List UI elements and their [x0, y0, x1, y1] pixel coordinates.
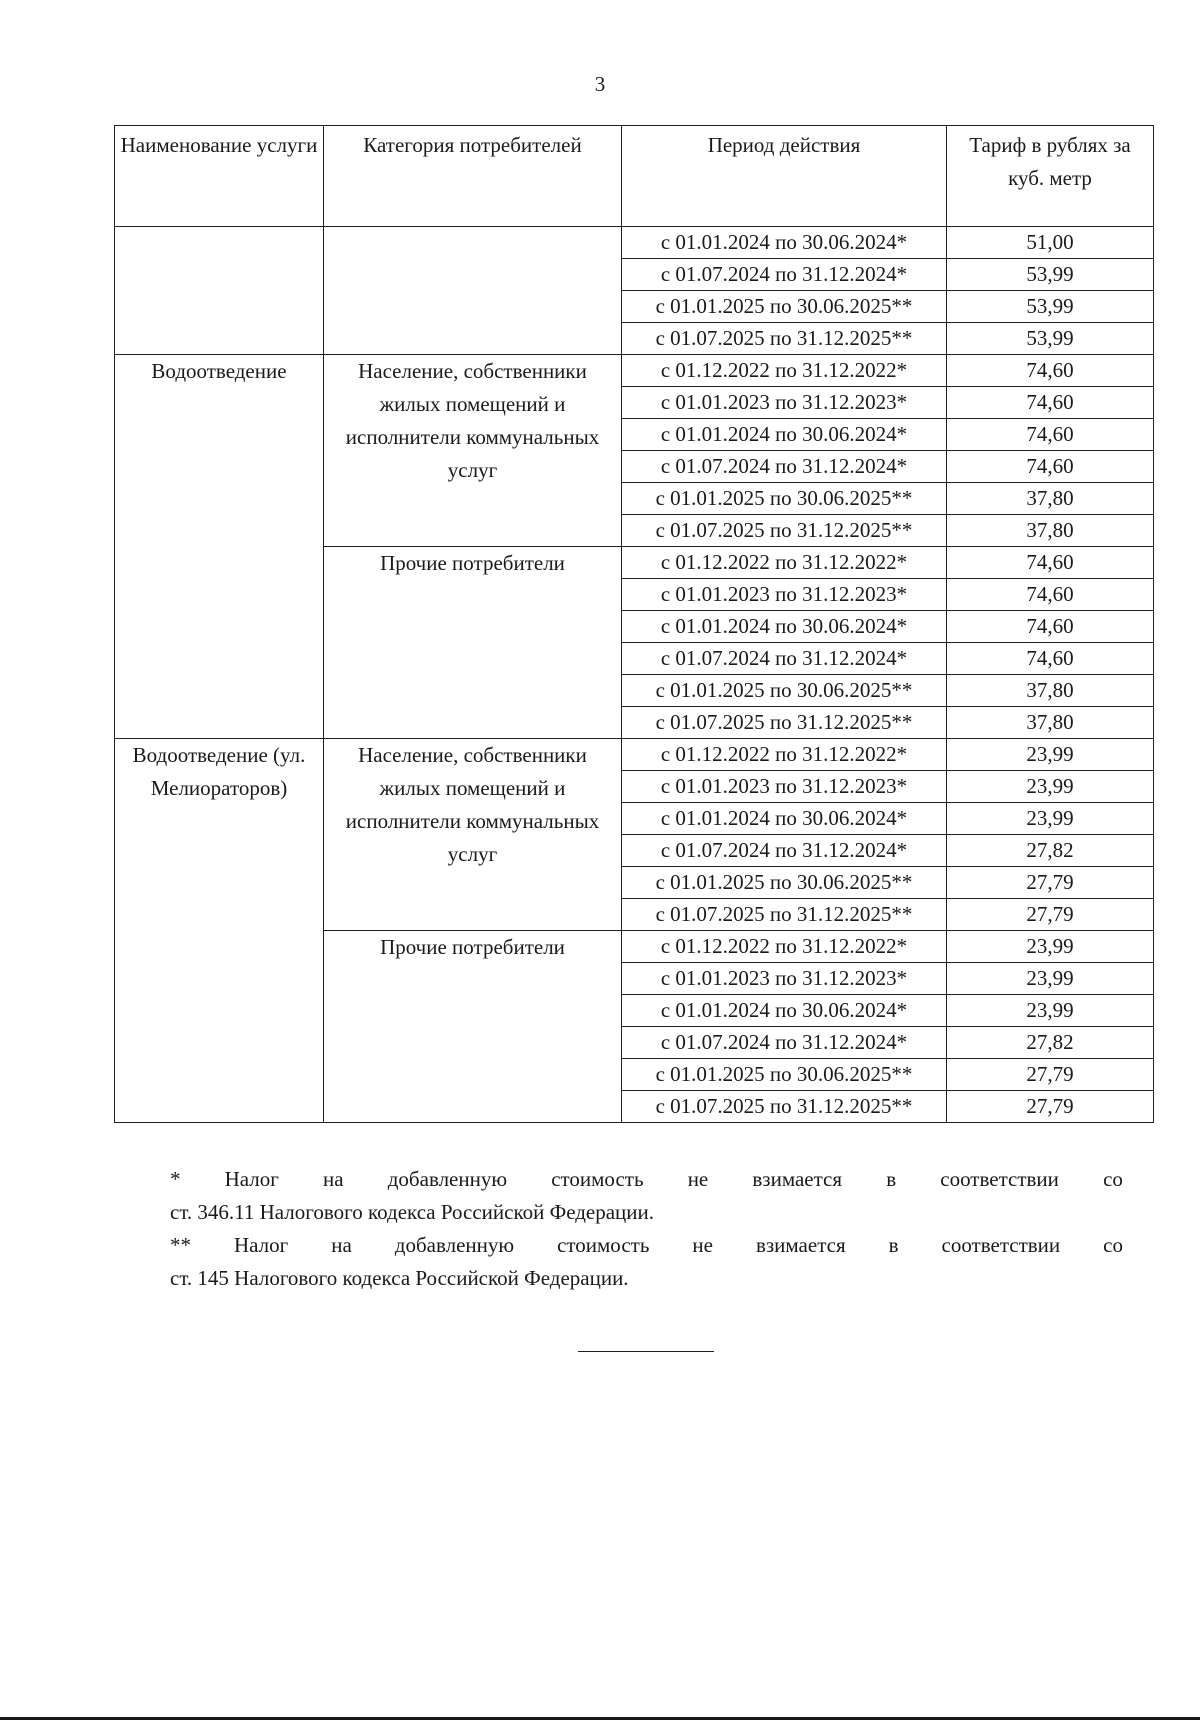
tariff-cell: 27,79	[947, 1059, 1154, 1091]
footnote-word: Налог	[224, 1167, 279, 1191]
header-period: Период действия	[622, 126, 947, 227]
header-category: Категория потребителей	[324, 126, 622, 227]
category-cell: Прочие потребители	[324, 547, 622, 739]
footnote-word: соответствии	[940, 1167, 1059, 1191]
page-number: 3	[594, 72, 606, 96]
tariff-cell: 74,60	[947, 355, 1154, 387]
category-cell: Прочие потребители	[324, 931, 622, 1123]
tariff-cell: 37,80	[947, 707, 1154, 739]
period-cell: с 01.12.2022 по 31.12.2022*	[622, 931, 947, 963]
period-cell: с 01.01.2023 по 31.12.2023*	[622, 579, 947, 611]
tariff-cell: 27,82	[947, 1027, 1154, 1059]
footnote-word: со	[1103, 1167, 1123, 1191]
tariff-cell: 23,99	[947, 803, 1154, 835]
tariff-cell: 51,00	[947, 227, 1154, 259]
bottom-edge-line	[0, 1717, 1200, 1720]
service-cell: Водоотведение (ул. Мелиораторов)	[115, 739, 324, 1123]
footnotes	[170, 1163, 1123, 1295]
end-separator-line	[578, 1351, 714, 1352]
header-tariff: Тариф в рублях за куб. метр	[947, 126, 1154, 227]
period-cell: с 01.01.2025 по 30.06.2025**	[622, 1059, 947, 1091]
header-service: Наименование услуги	[115, 126, 324, 227]
tariff-cell: 74,60	[947, 643, 1154, 675]
footnote-word: взимается	[752, 1167, 843, 1191]
footnote-word: Налог	[233, 1233, 289, 1257]
tariff-cell: 74,60	[947, 579, 1154, 611]
period-cell: с 01.01.2024 по 30.06.2024*	[622, 995, 947, 1027]
footnote-word: добавленную	[387, 1167, 508, 1191]
period-cell: с 01.12.2022 по 31.12.2022*	[622, 739, 947, 771]
footnote-2	[170, 1229, 1123, 1262]
period-cell: с 01.07.2025 по 31.12.2025**	[622, 1091, 947, 1123]
period-cell: с 01.07.2024 по 31.12.2024*	[622, 835, 947, 867]
tariff-cell: 53,99	[947, 259, 1154, 291]
footnote-marker: **	[170, 1233, 191, 1257]
table-row	[115, 355, 1154, 387]
period-cell: с 01.01.2023 по 31.12.2023*	[622, 963, 947, 995]
footnote-word: со	[1103, 1233, 1123, 1257]
footnote-word: в	[886, 1167, 897, 1191]
footnote-word: соответствии	[941, 1233, 1061, 1257]
category-cell-continued	[324, 227, 622, 355]
period-cell: с 01.01.2024 по 30.06.2024*	[622, 227, 947, 259]
footnote-1-continuation: ст. 346.11 Налогового кодекса Российской Федерации.	[170, 1200, 655, 1224]
period-cell: с 01.07.2025 по 31.12.2025**	[622, 899, 947, 931]
table-body	[115, 227, 1154, 1123]
footnote-word: на	[331, 1233, 352, 1257]
period-cell: с 01.07.2025 по 31.12.2025**	[622, 323, 947, 355]
footnote-word: не	[692, 1233, 713, 1257]
tariff-cell: 74,60	[947, 387, 1154, 419]
tariff-cell: 74,60	[947, 451, 1154, 483]
footnote-word: добавленную	[394, 1233, 515, 1257]
period-cell: с 01.07.2025 по 31.12.2025**	[622, 515, 947, 547]
period-cell: с 01.01.2025 по 30.06.2025**	[622, 483, 947, 515]
period-cell: с 01.07.2024 по 31.12.2024*	[622, 1027, 947, 1059]
footnote-2-continuation: ст. 145 Налогового кодекса Российской Федерации.	[170, 1266, 629, 1290]
tariff-cell: 53,99	[947, 323, 1154, 355]
footnote-marker: *	[170, 1167, 181, 1191]
tariff-cell: 23,99	[947, 931, 1154, 963]
tariff-cell: 74,60	[947, 419, 1154, 451]
period-cell: с 01.07.2024 по 31.12.2024*	[622, 451, 947, 483]
tariff-cell: 27,79	[947, 899, 1154, 931]
tariff-cell: 74,60	[947, 547, 1154, 579]
footnote-word: не	[687, 1167, 709, 1191]
footnote-word: взимается	[755, 1233, 846, 1257]
period-cell: с 01.07.2024 по 31.12.2024*	[622, 259, 947, 291]
tariff-cell: 27,82	[947, 835, 1154, 867]
tariff-cell: 37,80	[947, 675, 1154, 707]
tariff-cell: 37,80	[947, 515, 1154, 547]
period-cell: с 01.01.2024 по 30.06.2024*	[622, 803, 947, 835]
tariff-cell: 23,99	[947, 995, 1154, 1027]
period-cell: с 01.12.2022 по 31.12.2022*	[622, 547, 947, 579]
period-cell: с 01.01.2023 по 31.12.2023*	[622, 771, 947, 803]
tariff-cell: 23,99	[947, 963, 1154, 995]
tariff-cell: 23,99	[947, 739, 1154, 771]
tariff-cell: 53,99	[947, 291, 1154, 323]
tariff-cell: 27,79	[947, 867, 1154, 899]
footnote-1	[170, 1163, 1123, 1196]
table-row	[115, 739, 1154, 771]
category-cell: Население, собственники жилых помещений и исполнители коммунальных услуг	[324, 739, 622, 931]
footnote-word: стоимость	[557, 1233, 650, 1257]
table-header	[115, 126, 1154, 227]
footnote-word: в	[888, 1233, 899, 1257]
footnote-word: на	[323, 1167, 344, 1191]
period-cell: с 01.01.2025 по 30.06.2025**	[622, 291, 947, 323]
period-cell: с 01.07.2024 по 31.12.2024*	[622, 643, 947, 675]
period-cell: с 01.01.2025 по 30.06.2025**	[622, 867, 947, 899]
tariff-table	[114, 125, 1154, 1123]
period-cell: с 01.12.2022 по 31.12.2022*	[622, 355, 947, 387]
tariff-cell: 23,99	[947, 771, 1154, 803]
tariff-cell: 74,60	[947, 611, 1154, 643]
period-cell: с 01.07.2025 по 31.12.2025**	[622, 707, 947, 739]
tariff-cell: 37,80	[947, 483, 1154, 515]
tariff-cell: 27,79	[947, 1091, 1154, 1123]
category-cell: Население, собственники жилых помещений и исполнители коммунальных услуг	[324, 355, 622, 547]
service-cell: Водоотведение	[115, 355, 324, 739]
service-cell-continued	[115, 227, 324, 355]
footnote-word: стоимость	[551, 1167, 644, 1191]
period-cell: с 01.01.2024 по 30.06.2024*	[622, 611, 947, 643]
period-cell: с 01.01.2024 по 30.06.2024*	[622, 419, 947, 451]
period-cell: с 01.01.2023 по 31.12.2023*	[622, 387, 947, 419]
period-cell: с 01.01.2025 по 30.06.2025**	[622, 675, 947, 707]
table-row	[115, 227, 1154, 259]
